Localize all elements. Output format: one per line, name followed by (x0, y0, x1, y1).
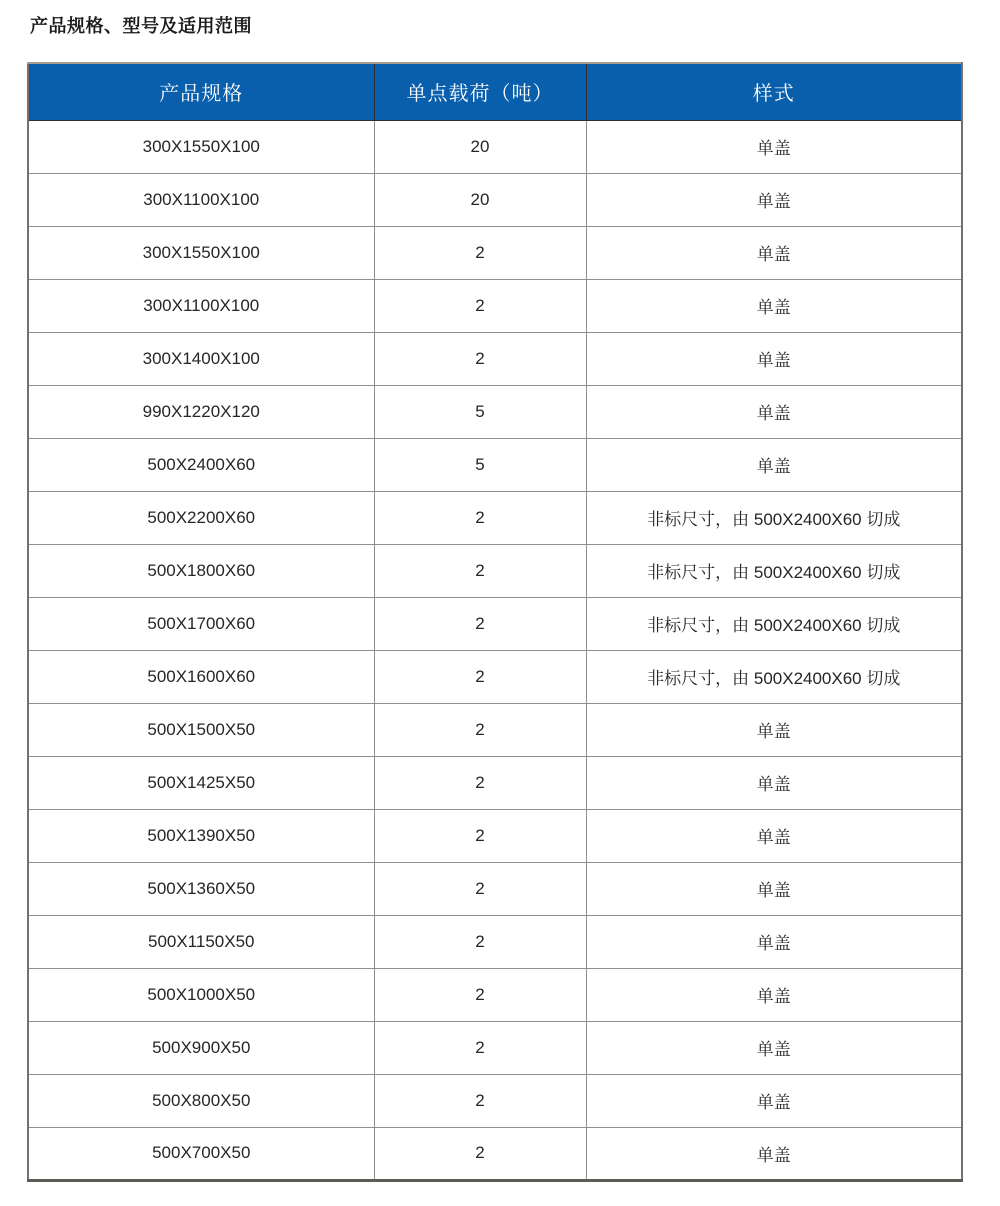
load-cell: 20 (374, 173, 586, 226)
table-row (28, 332, 962, 385)
column-header-spec: 产品规格 (28, 63, 374, 120)
style-cell: 单盖 (586, 1127, 962, 1180)
load-cell: 2 (374, 1021, 586, 1074)
load-cell: 2 (374, 1074, 586, 1127)
table-row (28, 1074, 962, 1127)
spec-cell: 500X1000X50 (28, 968, 374, 1021)
table-row (28, 385, 962, 438)
style-cell: 非标尺寸，由 500X2400X60 切成 (586, 544, 962, 597)
style-cell: 单盖 (586, 438, 962, 491)
style-cell: 单盖 (586, 332, 962, 385)
style-cell: 单盖 (586, 915, 962, 968)
style-cell: 单盖 (586, 756, 962, 809)
table-row (28, 279, 962, 332)
load-cell: 2 (374, 279, 586, 332)
spec-cell: 500X2200X60 (28, 491, 374, 544)
style-cell: 单盖 (586, 279, 962, 332)
product-spec-table (27, 62, 963, 1182)
spec-cell: 500X800X50 (28, 1074, 374, 1127)
spec-cell: 300X1100X100 (28, 279, 374, 332)
spec-cell: 500X900X50 (28, 1021, 374, 1074)
load-cell: 2 (374, 809, 586, 862)
style-cell: 单盖 (586, 968, 962, 1021)
table-row (28, 703, 962, 756)
column-header-style: 样式 (586, 63, 962, 120)
style-cell: 单盖 (586, 120, 962, 173)
load-cell: 2 (374, 650, 586, 703)
load-cell: 2 (374, 862, 586, 915)
load-cell: 5 (374, 385, 586, 438)
style-cell: 单盖 (586, 1021, 962, 1074)
table-row (28, 597, 962, 650)
spec-cell: 500X1500X50 (28, 703, 374, 756)
table-row (28, 650, 962, 703)
spec-cell: 500X1150X50 (28, 915, 374, 968)
load-cell: 2 (374, 915, 586, 968)
table-row (28, 120, 962, 173)
spec-cell: 300X1400X100 (28, 332, 374, 385)
load-cell: 2 (374, 491, 586, 544)
load-cell: 2 (374, 1127, 586, 1180)
load-cell: 5 (374, 438, 586, 491)
style-cell: 单盖 (586, 809, 962, 862)
load-cell: 2 (374, 968, 586, 1021)
load-cell: 2 (374, 756, 586, 809)
load-cell: 2 (374, 226, 586, 279)
table-row (28, 915, 962, 968)
spec-cell: 500X1800X60 (28, 544, 374, 597)
spec-cell: 300X1100X100 (28, 173, 374, 226)
load-cell: 2 (374, 332, 586, 385)
table-row (28, 1021, 962, 1074)
spec-cell: 500X1600X60 (28, 650, 374, 703)
spec-cell: 500X1700X60 (28, 597, 374, 650)
spec-cell: 500X1360X50 (28, 862, 374, 915)
style-cell: 单盖 (586, 1074, 962, 1127)
load-cell: 2 (374, 703, 586, 756)
load-cell: 20 (374, 120, 586, 173)
table-header-row (28, 63, 962, 120)
style-cell: 单盖 (586, 385, 962, 438)
table-row (28, 491, 962, 544)
style-cell: 非标尺寸，由 500X2400X60 切成 (586, 597, 962, 650)
table-row (28, 226, 962, 279)
table-row (28, 438, 962, 491)
spec-cell: 500X700X50 (28, 1127, 374, 1180)
table-row (28, 809, 962, 862)
style-cell: 非标尺寸，由 500X2400X60 切成 (586, 650, 962, 703)
spec-cell: 500X1390X50 (28, 809, 374, 862)
table-row (28, 1127, 962, 1180)
style-cell: 单盖 (586, 862, 962, 915)
column-header-load: 单点载荷（吨） (374, 63, 586, 120)
table-row (28, 862, 962, 915)
spec-cell: 990X1220X120 (28, 385, 374, 438)
style-cell: 非标尺寸，由 500X2400X60 切成 (586, 491, 962, 544)
style-cell: 单盖 (586, 173, 962, 226)
table-row (28, 968, 962, 1021)
style-cell: 单盖 (586, 703, 962, 756)
spec-cell: 500X2400X60 (28, 438, 374, 491)
table-row (28, 756, 962, 809)
spec-cell: 300X1550X100 (28, 226, 374, 279)
load-cell: 2 (374, 597, 586, 650)
style-cell: 单盖 (586, 226, 962, 279)
page-title: 产品规格、型号及适用范围 (30, 16, 252, 36)
spec-cell: 300X1550X100 (28, 120, 374, 173)
table-row (28, 544, 962, 597)
load-cell: 2 (374, 544, 586, 597)
table-row (28, 173, 962, 226)
spec-cell: 500X1425X50 (28, 756, 374, 809)
